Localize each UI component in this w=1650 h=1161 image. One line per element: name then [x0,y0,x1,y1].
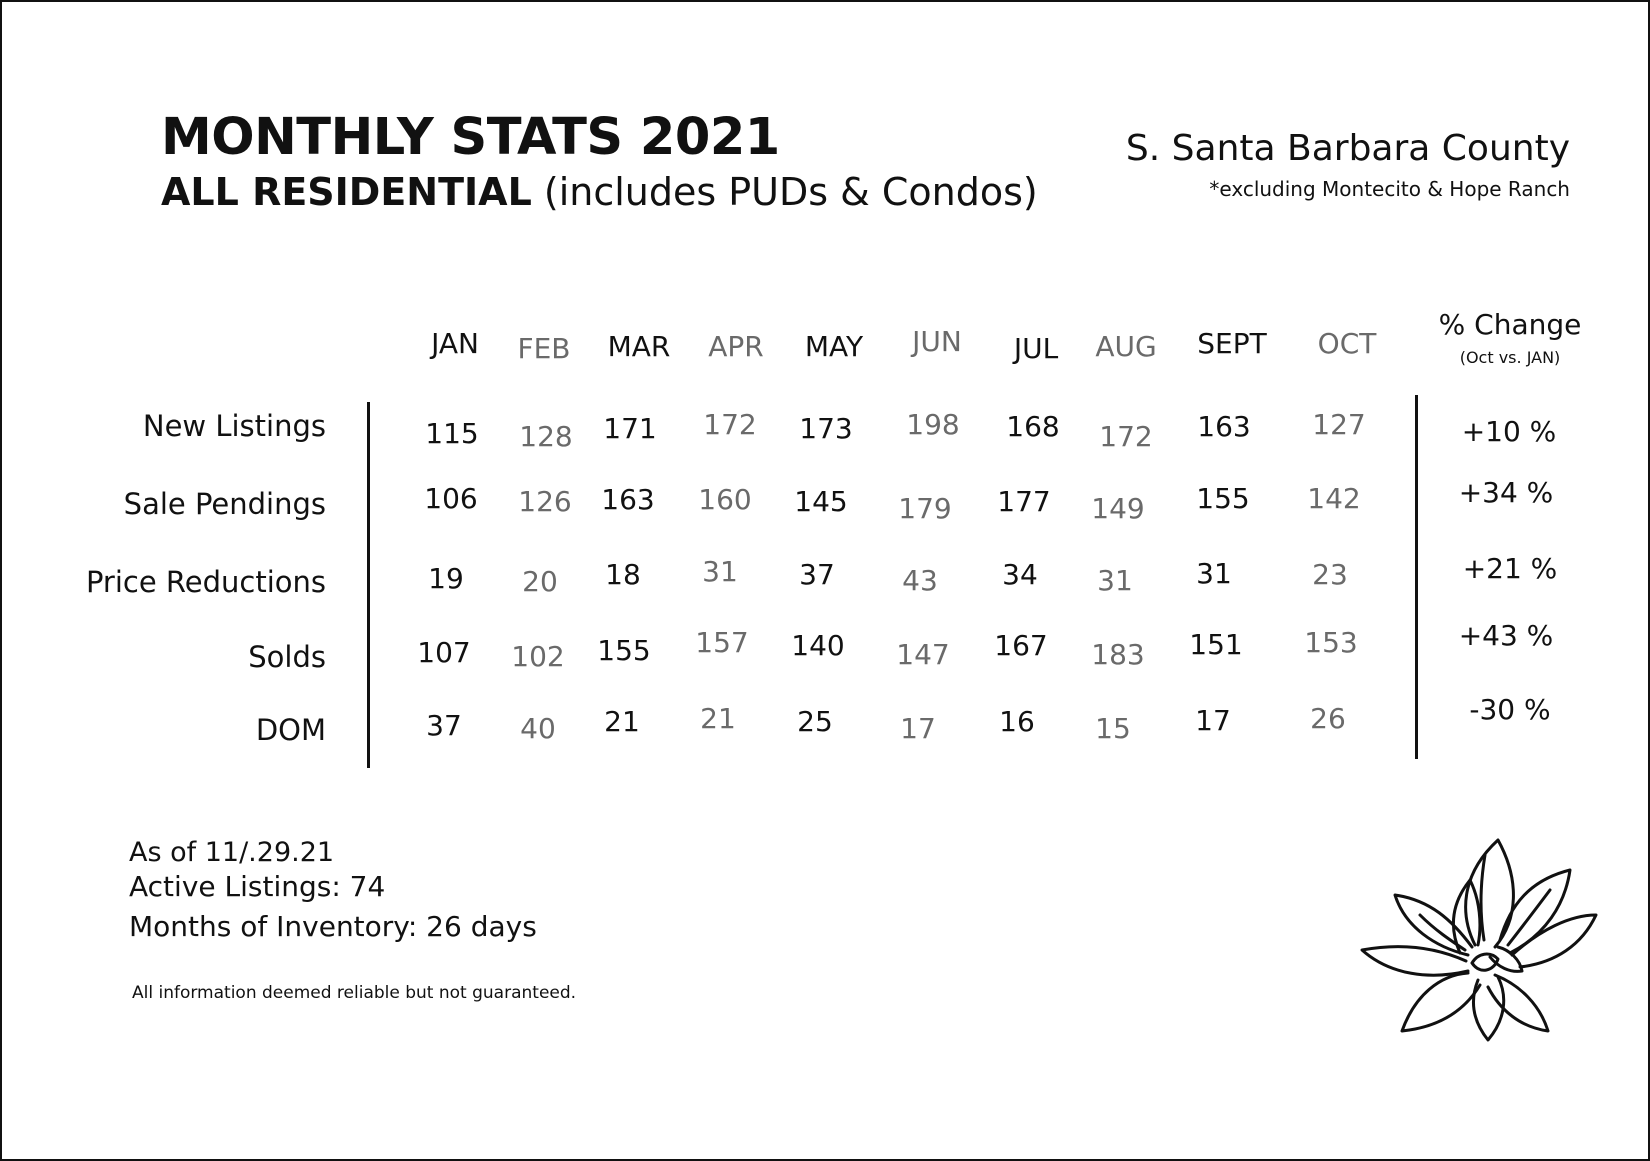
table-cell: 18 [605,558,641,591]
month-header: MAR [607,330,671,363]
lotus-flower-icon [1360,835,1600,1045]
month-header: MAY [804,330,864,363]
table-cell: 155 [597,634,651,667]
change-subheader: (Oct vs. JAN) [1459,348,1561,367]
row-label-sale-pendings: Sale Pendings [123,487,326,521]
table-cell: 151 [1189,628,1243,661]
table-cell: 40 [520,712,556,745]
month-header: JUL [1013,332,1059,365]
month-header: APR [708,330,764,363]
month-header: JAN [431,327,479,360]
table-cell: 31 [702,555,738,588]
table-cell: 127 [1312,408,1366,441]
table-left-divider [367,402,370,768]
table-cell: 21 [700,702,736,735]
subtitle-bold: ALL RESIDENTIAL [161,170,532,214]
table-cell: 43 [902,564,938,597]
change-value: -30 % [1469,693,1551,726]
region-name: S. Santa Barbara County [1125,128,1570,169]
months-of-inventory: Months of Inventory: 26 days [129,910,537,943]
table-cell: 145 [794,485,848,518]
table-cell: 21 [604,705,640,738]
month-header: OCT [1317,327,1377,360]
disclaimer: All information deemed reliable but not guaranteed. [132,983,577,1003]
page-subtitle [161,170,1038,214]
row-label-new-listings: New Listings [142,409,326,443]
change-value: +43 % [1458,619,1554,652]
table-cell: 198 [906,408,960,441]
active-listings: Active Listings: 74 [129,870,386,903]
table-cell: 16 [999,705,1035,738]
row-label-dom: DOM [255,713,326,747]
change-value: +34 % [1458,476,1554,509]
table-cell: 20 [522,565,558,598]
change-value: +21 % [1462,552,1558,585]
table-cell: 17 [1195,704,1231,737]
subtitle-rest: (includes PUDs & Condos) [543,170,1038,214]
table-cell: 140 [791,629,845,662]
table-cell: 37 [799,558,835,591]
table-cell: 31 [1196,557,1232,590]
page-title: MONTHLY STATS 2021 [161,108,780,167]
table-cell: 149 [1091,492,1145,525]
month-header: SEPT [1197,327,1267,360]
row-label-price-reductions: Price Reductions [85,565,326,599]
row-label-solds: Solds [248,640,326,674]
table-cell: 37 [426,709,462,742]
table-cell: 115 [425,417,479,450]
as-of-date: As of 11/.29.21 [129,837,335,868]
table-cell: 15 [1095,712,1131,745]
month-header: FEB [517,332,571,365]
month-header: AUG [1095,330,1157,363]
table-cell: 160 [698,483,752,516]
table-cell: 17 [900,712,936,745]
table-cell: 157 [695,626,749,659]
table-cell: 163 [601,483,655,516]
table-cell: 163 [1197,410,1251,443]
table-cell: 172 [1099,420,1153,453]
table-cell: 179 [898,492,952,525]
table-cell: 19 [428,562,464,595]
region-note: *excluding Montecito & Hope Ranch [1209,177,1570,201]
table-cell: 147 [896,638,950,671]
table-cell: 171 [603,412,657,445]
month-header: JUN [912,325,962,358]
change-header: % Change [1438,308,1582,341]
table-cell: 107 [417,636,471,669]
table-cell: 31 [1097,564,1133,597]
table-right-divider [1415,395,1418,759]
table-cell: 25 [797,705,833,738]
table-cell: 155 [1196,482,1250,515]
table-cell: 142 [1307,482,1361,515]
table-cell: 106 [424,482,478,515]
table-cell: 177 [997,485,1051,518]
table-cell: 23 [1312,558,1348,591]
table-cell: 126 [518,485,572,518]
table-cell: 172 [703,408,757,441]
table-cell: 167 [994,629,1048,662]
change-value: +10 % [1461,415,1557,448]
table-cell: 128 [519,420,573,453]
table-cell: 34 [1002,558,1038,591]
table-cell: 168 [1006,410,1060,443]
table-cell: 26 [1310,702,1346,735]
table-cell: 153 [1304,626,1358,659]
table-cell: 173 [799,412,853,445]
table-cell: 183 [1091,638,1145,671]
table-cell: 102 [511,640,565,673]
